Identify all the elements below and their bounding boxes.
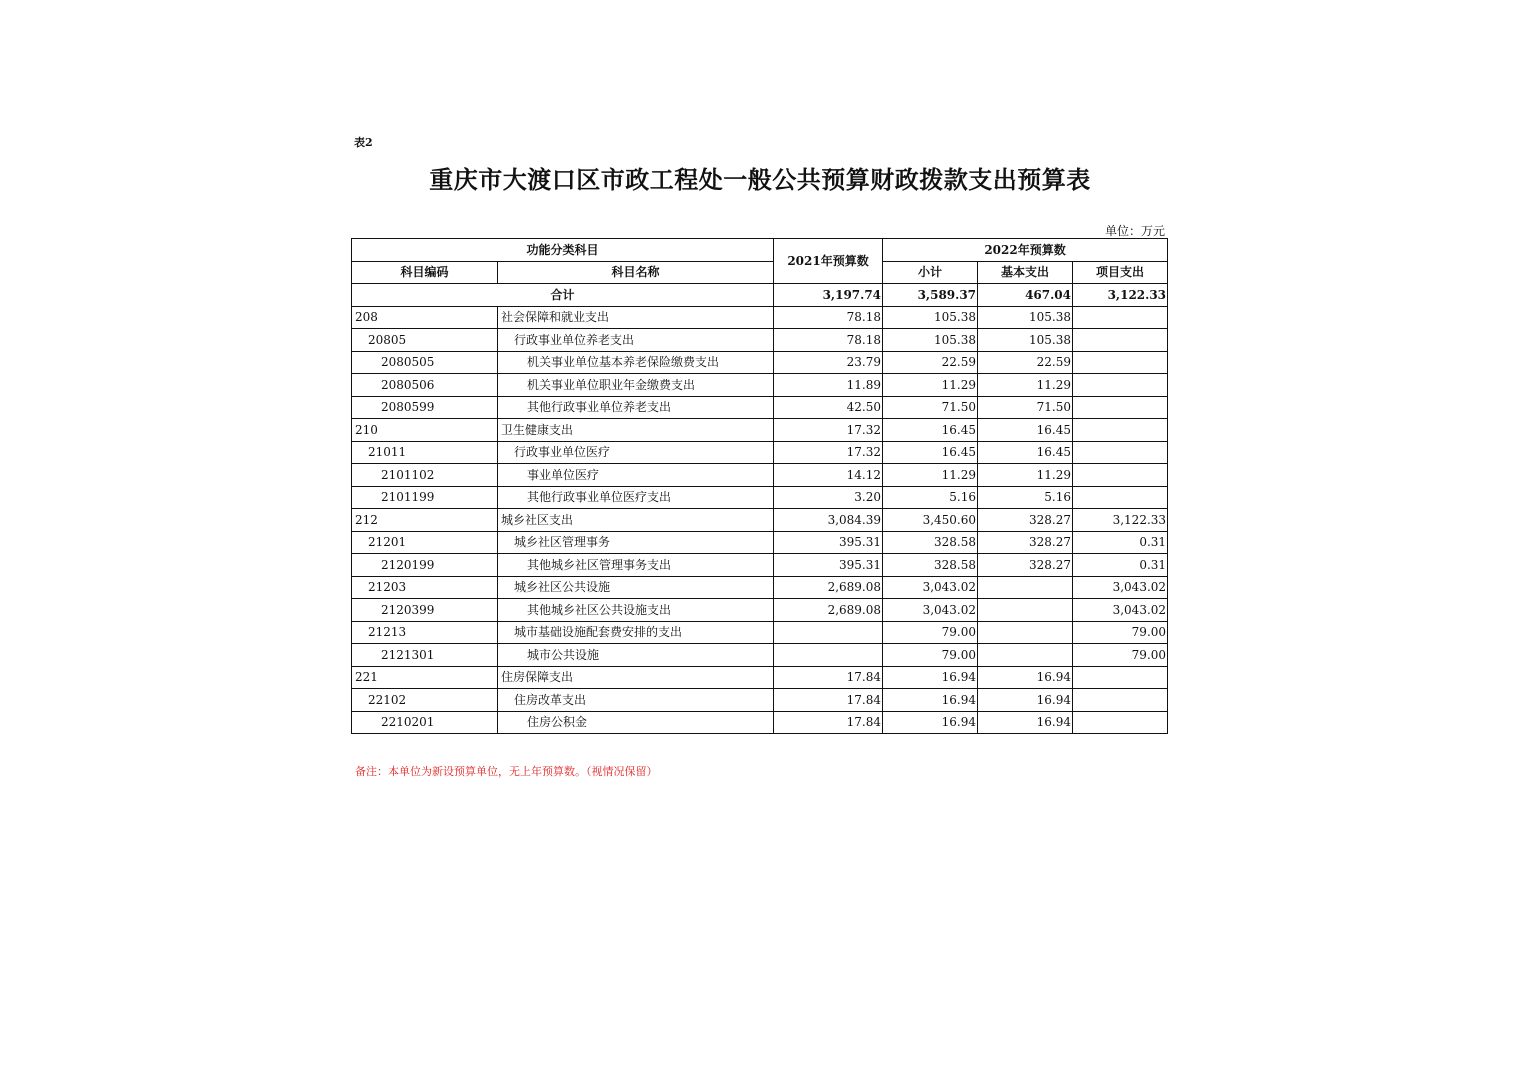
subtotal-cell: 328.58 — [883, 531, 978, 554]
project-expenditure-cell — [1073, 396, 1168, 419]
budget-2021-cell: 2,689.08 — [774, 599, 883, 622]
subject-code-cell: 2120399 — [352, 599, 498, 622]
subtotal-cell: 105.38 — [883, 329, 978, 352]
table-row — [352, 396, 1168, 419]
subject-code-cell: 2121301 — [352, 644, 498, 667]
subtotal-cell: 11.29 — [883, 374, 978, 397]
header-function-category: 功能分类科目 — [352, 239, 774, 262]
table-row — [352, 374, 1168, 397]
subtotal-cell: 328.58 — [883, 554, 978, 577]
subject-code-cell: 212 — [352, 509, 498, 532]
basic-expenditure-cell: 22.59 — [978, 351, 1073, 374]
basic-expenditure-cell: 5.16 — [978, 486, 1073, 509]
header-subtotal: 小计 — [883, 261, 978, 284]
subject-name-cell: 机关事业单位职业年金缴费支出 — [498, 374, 774, 397]
subtotal-cell: 79.00 — [883, 621, 978, 644]
basic-expenditure-cell: 16.94 — [978, 666, 1073, 689]
subject-code-cell: 2101199 — [352, 486, 498, 509]
subtotal-cell: 22.59 — [883, 351, 978, 374]
subject-code-cell: 2210201 — [352, 711, 498, 734]
budget-2021-cell: 3.20 — [774, 486, 883, 509]
budget-2021-cell: 42.50 — [774, 396, 883, 419]
project-expenditure-cell — [1073, 464, 1168, 487]
basic-expenditure-cell — [978, 576, 1073, 599]
table-row — [352, 644, 1168, 667]
basic-expenditure-cell: 328.27 — [978, 554, 1073, 577]
subject-code-cell: 21011 — [352, 441, 498, 464]
table-row — [352, 531, 1168, 554]
subject-name-cell: 住房公积金 — [498, 711, 774, 734]
budget-table — [351, 238, 1168, 734]
budget-2021-cell: 395.31 — [774, 531, 883, 554]
basic-expenditure-cell — [978, 599, 1073, 622]
subtotal-cell: 16.94 — [883, 666, 978, 689]
header-2022-budget: 2022年预算数 — [883, 239, 1168, 262]
subject-name-cell: 城市基础设施配套费安排的支出 — [498, 621, 774, 644]
budget-2021-cell: 17.84 — [774, 666, 883, 689]
subject-code-cell: 2120199 — [352, 554, 498, 577]
subject-name-cell: 其他城乡社区公共设施支出 — [498, 599, 774, 622]
page-title: 重庆市大渡口区市政工程处一般公共预算财政拨款支出预算表 — [429, 166, 1091, 194]
table-row — [352, 306, 1168, 329]
table-row — [352, 576, 1168, 599]
table-row — [352, 689, 1168, 712]
budget-2021-cell: 11.89 — [774, 374, 883, 397]
subject-name-cell: 城市公共设施 — [498, 644, 774, 667]
basic-expenditure-cell: 16.94 — [978, 689, 1073, 712]
budget-2021-cell: 17.84 — [774, 689, 883, 712]
subject-code-cell: 21203 — [352, 576, 498, 599]
subtotal-cell: 71.50 — [883, 396, 978, 419]
subject-name-cell: 其他行政事业单位养老支出 — [498, 396, 774, 419]
table-row — [352, 599, 1168, 622]
project-expenditure-cell: 0.31 — [1073, 554, 1168, 577]
subject-code-cell: 22102 — [352, 689, 498, 712]
basic-expenditure-cell: 328.27 — [978, 509, 1073, 532]
subject-code-cell: 208 — [352, 306, 498, 329]
subtotal-cell: 16.45 — [883, 419, 978, 442]
subject-name-cell: 行政事业单位养老支出 — [498, 329, 774, 352]
subject-name-cell: 住房改革支出 — [498, 689, 774, 712]
subtotal-cell: 3,043.02 — [883, 576, 978, 599]
subtotal-cell: 105.38 — [883, 306, 978, 329]
project-expenditure-cell: 0.31 — [1073, 531, 1168, 554]
subject-name-cell: 城乡社区公共设施 — [498, 576, 774, 599]
subtotal-cell: 5.16 — [883, 486, 978, 509]
subject-name-cell: 城乡社区支出 — [498, 509, 774, 532]
project-expenditure-cell: 3,122.33 — [1073, 509, 1168, 532]
table-row — [352, 351, 1168, 374]
project-expenditure-cell — [1073, 306, 1168, 329]
basic-expenditure-cell: 71.50 — [978, 396, 1073, 419]
subject-code-cell: 210 — [352, 419, 498, 442]
project-expenditure-cell — [1073, 689, 1168, 712]
budget-2021-cell: 395.31 — [774, 554, 883, 577]
basic-expenditure-cell: 16.45 — [978, 441, 1073, 464]
basic-expenditure-cell: 16.94 — [978, 711, 1073, 734]
header-subject-code: 科目编码 — [352, 261, 498, 284]
budget-2021-cell: 14.12 — [774, 464, 883, 487]
table-row — [352, 711, 1168, 734]
header-subject-name: 科目名称 — [498, 261, 774, 284]
project-expenditure-cell: 79.00 — [1073, 644, 1168, 667]
table-label: 表2 — [354, 136, 373, 149]
table-row — [352, 509, 1168, 532]
project-expenditure-cell — [1073, 374, 1168, 397]
subject-name-cell: 城乡社区管理事务 — [498, 531, 774, 554]
subject-name-cell: 事业单位医疗 — [498, 464, 774, 487]
budget-2021-cell: 3,084.39 — [774, 509, 883, 532]
basic-expenditure-cell: 11.29 — [978, 374, 1073, 397]
budget-2021-cell: 17.32 — [774, 419, 883, 442]
total-label: 合计 — [352, 284, 774, 307]
total-project: 3,122.33 — [1073, 284, 1168, 307]
table-row — [352, 666, 1168, 689]
project-expenditure-cell — [1073, 441, 1168, 464]
budget-2021-cell — [774, 621, 883, 644]
header-2021-budget: 2021年预算数 — [774, 239, 883, 284]
subject-name-cell: 卫生健康支出 — [498, 419, 774, 442]
subject-name-cell: 住房保障支出 — [498, 666, 774, 689]
project-expenditure-cell — [1073, 351, 1168, 374]
subject-name-cell: 机关事业单位基本养老保险缴费支出 — [498, 351, 774, 374]
subtotal-cell: 16.45 — [883, 441, 978, 464]
total-basic: 467.04 — [978, 284, 1073, 307]
subject-name-cell: 社会保障和就业支出 — [498, 306, 774, 329]
table-row — [352, 329, 1168, 352]
budget-2021-cell: 78.18 — [774, 306, 883, 329]
subject-name-cell: 行政事业单位医疗 — [498, 441, 774, 464]
unit-note: 单位：万元 — [1104, 224, 1165, 238]
basic-expenditure-cell: 328.27 — [978, 531, 1073, 554]
header-project-expenditure: 项目支出 — [1073, 261, 1168, 284]
project-expenditure-cell: 3,043.02 — [1073, 576, 1168, 599]
table-row — [352, 621, 1168, 644]
budget-2021-cell: 17.84 — [774, 711, 883, 734]
total-2021: 3,197.74 — [774, 284, 883, 307]
basic-expenditure-cell: 16.45 — [978, 419, 1073, 442]
table-row — [352, 554, 1168, 577]
subtotal-cell: 16.94 — [883, 689, 978, 712]
subject-code-cell: 2080506 — [352, 374, 498, 397]
subject-name-cell: 其他城乡社区管理事务支出 — [498, 554, 774, 577]
subtotal-cell: 11.29 — [883, 464, 978, 487]
subject-code-cell: 21213 — [352, 621, 498, 644]
subject-code-cell: 2080599 — [352, 396, 498, 419]
project-expenditure-cell: 3,043.02 — [1073, 599, 1168, 622]
table-row — [352, 464, 1168, 487]
subtotal-cell: 3,043.02 — [883, 599, 978, 622]
header-basic-expenditure: 基本支出 — [978, 261, 1073, 284]
subject-code-cell: 2080505 — [352, 351, 498, 374]
table-body — [352, 284, 1168, 734]
subject-code-cell: 221 — [352, 666, 498, 689]
project-expenditure-cell: 79.00 — [1073, 621, 1168, 644]
table-row — [352, 441, 1168, 464]
budget-2021-cell — [774, 644, 883, 667]
total-subtotal: 3,589.37 — [883, 284, 978, 307]
subtotal-cell: 79.00 — [883, 644, 978, 667]
basic-expenditure-cell — [978, 644, 1073, 667]
basic-expenditure-cell: 105.38 — [978, 329, 1073, 352]
project-expenditure-cell — [1073, 666, 1168, 689]
subtotal-cell: 16.94 — [883, 711, 978, 734]
budget-2021-cell: 17.32 — [774, 441, 883, 464]
project-expenditure-cell — [1073, 419, 1168, 442]
project-expenditure-cell — [1073, 486, 1168, 509]
basic-expenditure-cell: 11.29 — [978, 464, 1073, 487]
project-expenditure-cell — [1073, 329, 1168, 352]
subject-code-cell: 20805 — [352, 329, 498, 352]
subject-code-cell: 2101102 — [352, 464, 498, 487]
subject-code-cell: 21201 — [352, 531, 498, 554]
budget-2021-cell: 78.18 — [774, 329, 883, 352]
basic-expenditure-cell: 105.38 — [978, 306, 1073, 329]
footer-note: 备注：本单位为新设预算单位，无上年预算数。（视情况保留） — [355, 765, 658, 778]
budget-2021-cell: 23.79 — [774, 351, 883, 374]
basic-expenditure-cell — [978, 621, 1073, 644]
table-row — [352, 486, 1168, 509]
project-expenditure-cell — [1073, 711, 1168, 734]
subtotal-cell: 3,450.60 — [883, 509, 978, 532]
table-row — [352, 419, 1168, 442]
total-row — [352, 284, 1168, 307]
budget-2021-cell: 2,689.08 — [774, 576, 883, 599]
subject-name-cell: 其他行政事业单位医疗支出 — [498, 486, 774, 509]
table-header — [352, 239, 1168, 284]
